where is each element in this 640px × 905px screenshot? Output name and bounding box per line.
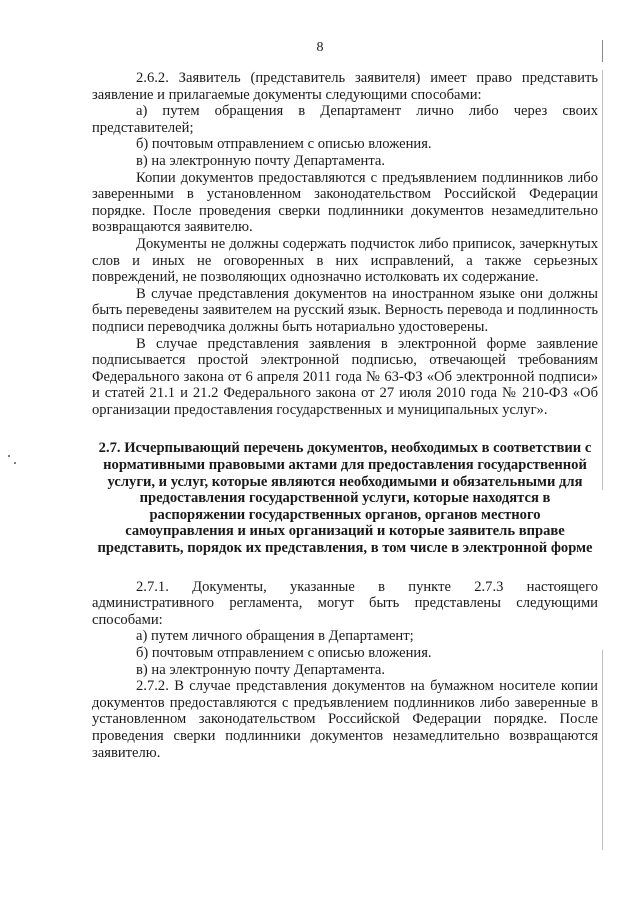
- paragraph: 2.7.2. В случае представления документов на бумажном носителе копии документов предоставляются с предъявлением подлинников либо заверенные в установленном законодательством Российской Федерации порядке. После проведения сверки подлинники документов незамедлительно возвращаются заявителю.: [92, 678, 598, 761]
- list-item: в) на электронную почту Департамента.: [136, 152, 386, 169]
- document-body: [92, 70, 598, 761]
- scan-edge-line: [602, 650, 603, 850]
- scan-edge-line: [602, 40, 603, 62]
- paragraph: В случае представления документов на иностранном языке они должны быть переведены заявителем на русский язык. Верность перевода и подлинность подписи переводчика должны быть нотариально удостоверены.: [92, 285, 598, 335]
- paragraph: Копии документов предоставляются с предъявлением подлинников либо заверенными в установленном законодательством Российской Федерации порядке. После проведения сверки подлинники документов незамедлительно возвращаются заявителю.: [92, 169, 598, 236]
- paragraphs-after: [92, 579, 598, 762]
- scan-speck: [14, 462, 16, 464]
- scan-speck: [8, 455, 10, 457]
- section-title: 2.7. Исчерпывающий перечень документов, необходимых в соответствии с нормативными правовыми актами для предоставления государственной услуги, и услуг, которые являются необходимыми и обязательными для предоставления государственной услуги, которые находятся в распоряжении государственных органов, органов местного самоуправления и иных организаций и которые заявитель вправе представить, порядок их представления, в том числе в электронной форме: [97, 440, 593, 557]
- list-item: в) на электронную почту Департамента.: [136, 661, 386, 678]
- paragraph: 2.6.2. Заявитель (представитель заявителя) имеет право представить заявление и прилагаемые документы следующими способами:: [92, 70, 598, 103]
- list-item: а) путем обращения в Департамент лично либо через своих представителей;: [92, 103, 598, 136]
- page-number: 8: [316, 40, 324, 55]
- list-item: б) почтовым отправлением с описью вложения.: [136, 645, 432, 661]
- list-item: б) почтовым отправлением с описью вложения.: [136, 136, 432, 153]
- list-item: а) путем личного обращения в Департамент;: [136, 628, 414, 645]
- paragraphs-before: [92, 70, 598, 418]
- scan-edge-line: [602, 70, 603, 490]
- paragraph: 2.7.1. Документы, указанные в пункте 2.7.3 настоящего административного регламента, могут быть представлены следующими способами:: [92, 578, 598, 628]
- paragraph: В случае представления заявления в электронной форме заявление подписывается простой электронной подписью, отвечающей требованиям Федерального закона от 6 апреля 2011 года № 63-ФЗ «Об электронной подписи» и статей 21.1 и 21.2 Федерального закона от 27 июля 2010 года № 210-ФЗ «Об организации предоставления государственных и муниципальных услуг».: [92, 335, 598, 418]
- paragraph: Документы не должны содержать подчисток либо приписок, зачеркнутых слов и иных не оговоренных в них исправлений, а также серьезных повреждений, не позволяющих однозначно истолковать их содержание.: [92, 235, 598, 286]
